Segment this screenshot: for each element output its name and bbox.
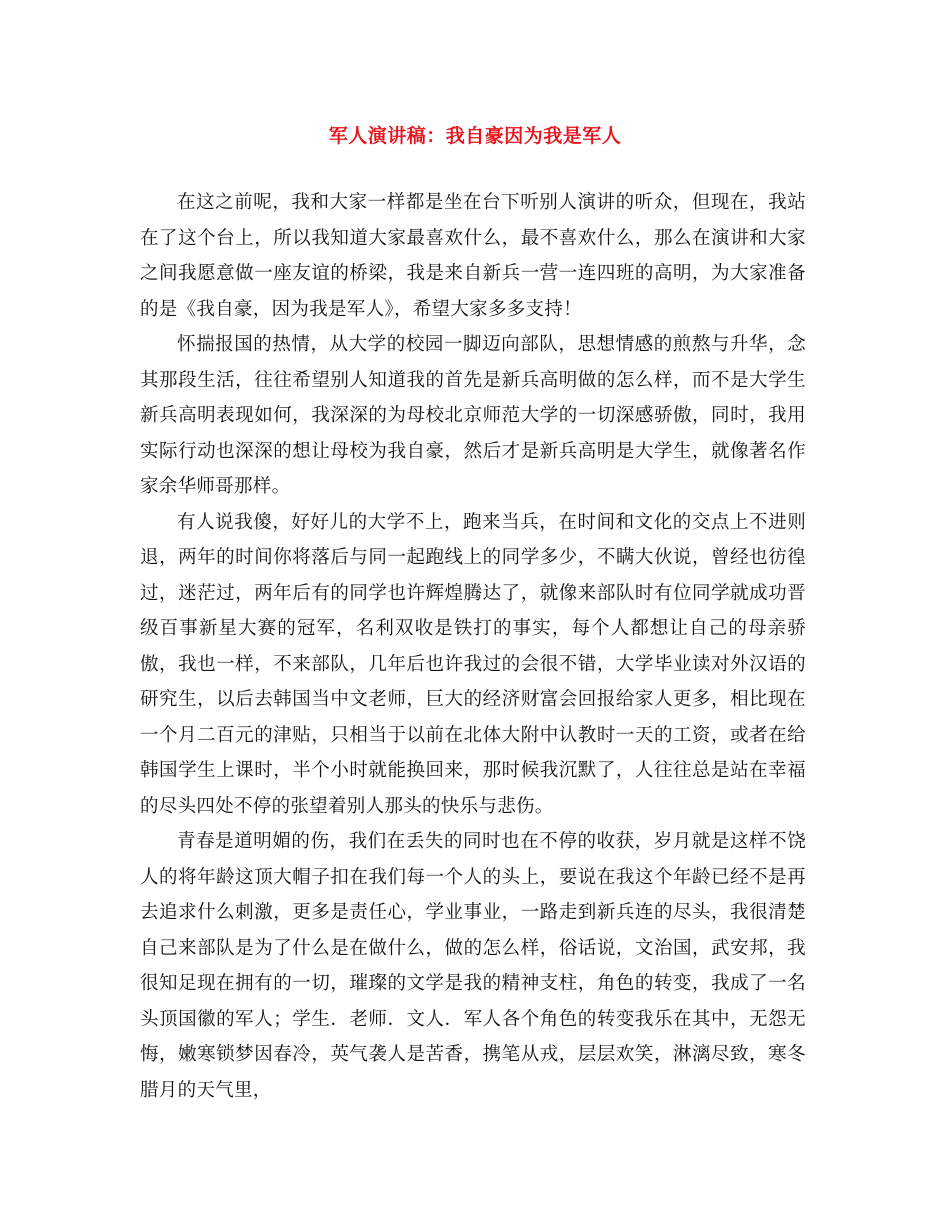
document-body: [140, 185, 806, 1108]
paragraph-3: 有人说我傻，好好儿的大学不上，跑来当兵，在时间和文化的交点上不进则退，两年的时间你将落后与同一起跑线上的同学多少，不瞒大伙说，曾经也彷徨过，迷茫过，两年后有的同学也许辉煌腾达了，就像来部队时有位同学就成功晋级百事新星大赛的冠军，名利双收是铁打的事实，每个人都想让自己的母亲骄傲，我也一样，不来部队，几年后也许我过的会很不错，大学毕业读对外汉语的研究生，以后去韩国当中文老师，巨大的经济财富会回报给家人更多，相比现在一个月二百元的津贴，只相当于以前在北体大附中认教时一天的工资，或者在给韩国学生上课时，半个小时就能换回来，那时候我沉默了，人往往总是站在幸福的尽头四处不停的张望着别人那头的快乐与悲伤。: [140, 511, 806, 817]
paragraph-1: 在这之前呢，我和大家一样都是坐在台下听别人演讲的听众，但现在，我站在了这个台上，所以我知道大家最喜欢什么，最不喜欢什么，那么在演讲和大家之间我愿意做一座友谊的桥梁，我是来自新兵一营一连四班的高明，为大家准备的是《我自豪，因为我是军人》，希望大家多多支持！: [140, 192, 806, 320]
paragraph-4: 青春是道明媚的伤，我们在丢失的同时也在不停的收获，岁月就是这样不饶人的将年龄这顶大帽子扣在我们每一个人的头上，要说在我这个年龄已经不是再去追求什么刺激，更多是责任心，学业事业，一路走到新兵连的尽头，我很清楚自己来部队是为了什么是在做什么，做的怎么样，俗话说，文治国，武安邦，我很知足现在拥有的一切，璀璨的文学是我的精神支柱，角色的转变，我成了一名头顶国徽的军人；学生．老师．文人．军人各个角色的转变我乐在其中，无怨无悔，嫩寒锁梦因春冷，英气袭人是苦香，携笔从戎，层层欢笑，淋漓尽致，寒冬腊月的天气里，: [140, 831, 806, 1101]
paragraph-2: 怀揣报国的热情，从大学的校园一脚迈向部队，思想情感的煎熬与升华，念其那段生活，往往希望别人知道我的首先是新兵高明做的怎么样，而不是大学生新兵高明表现如何，我深深的为母校北京师范大学的一切深感骄傲，同时，我用实际行动也深深的想让母校为我自豪，然后才是新兵高明是大学生，就像著名作家余华师哥那样。: [140, 334, 806, 497]
document-title: 军人演讲稿：我自豪因为我是军人: [328, 125, 622, 147]
